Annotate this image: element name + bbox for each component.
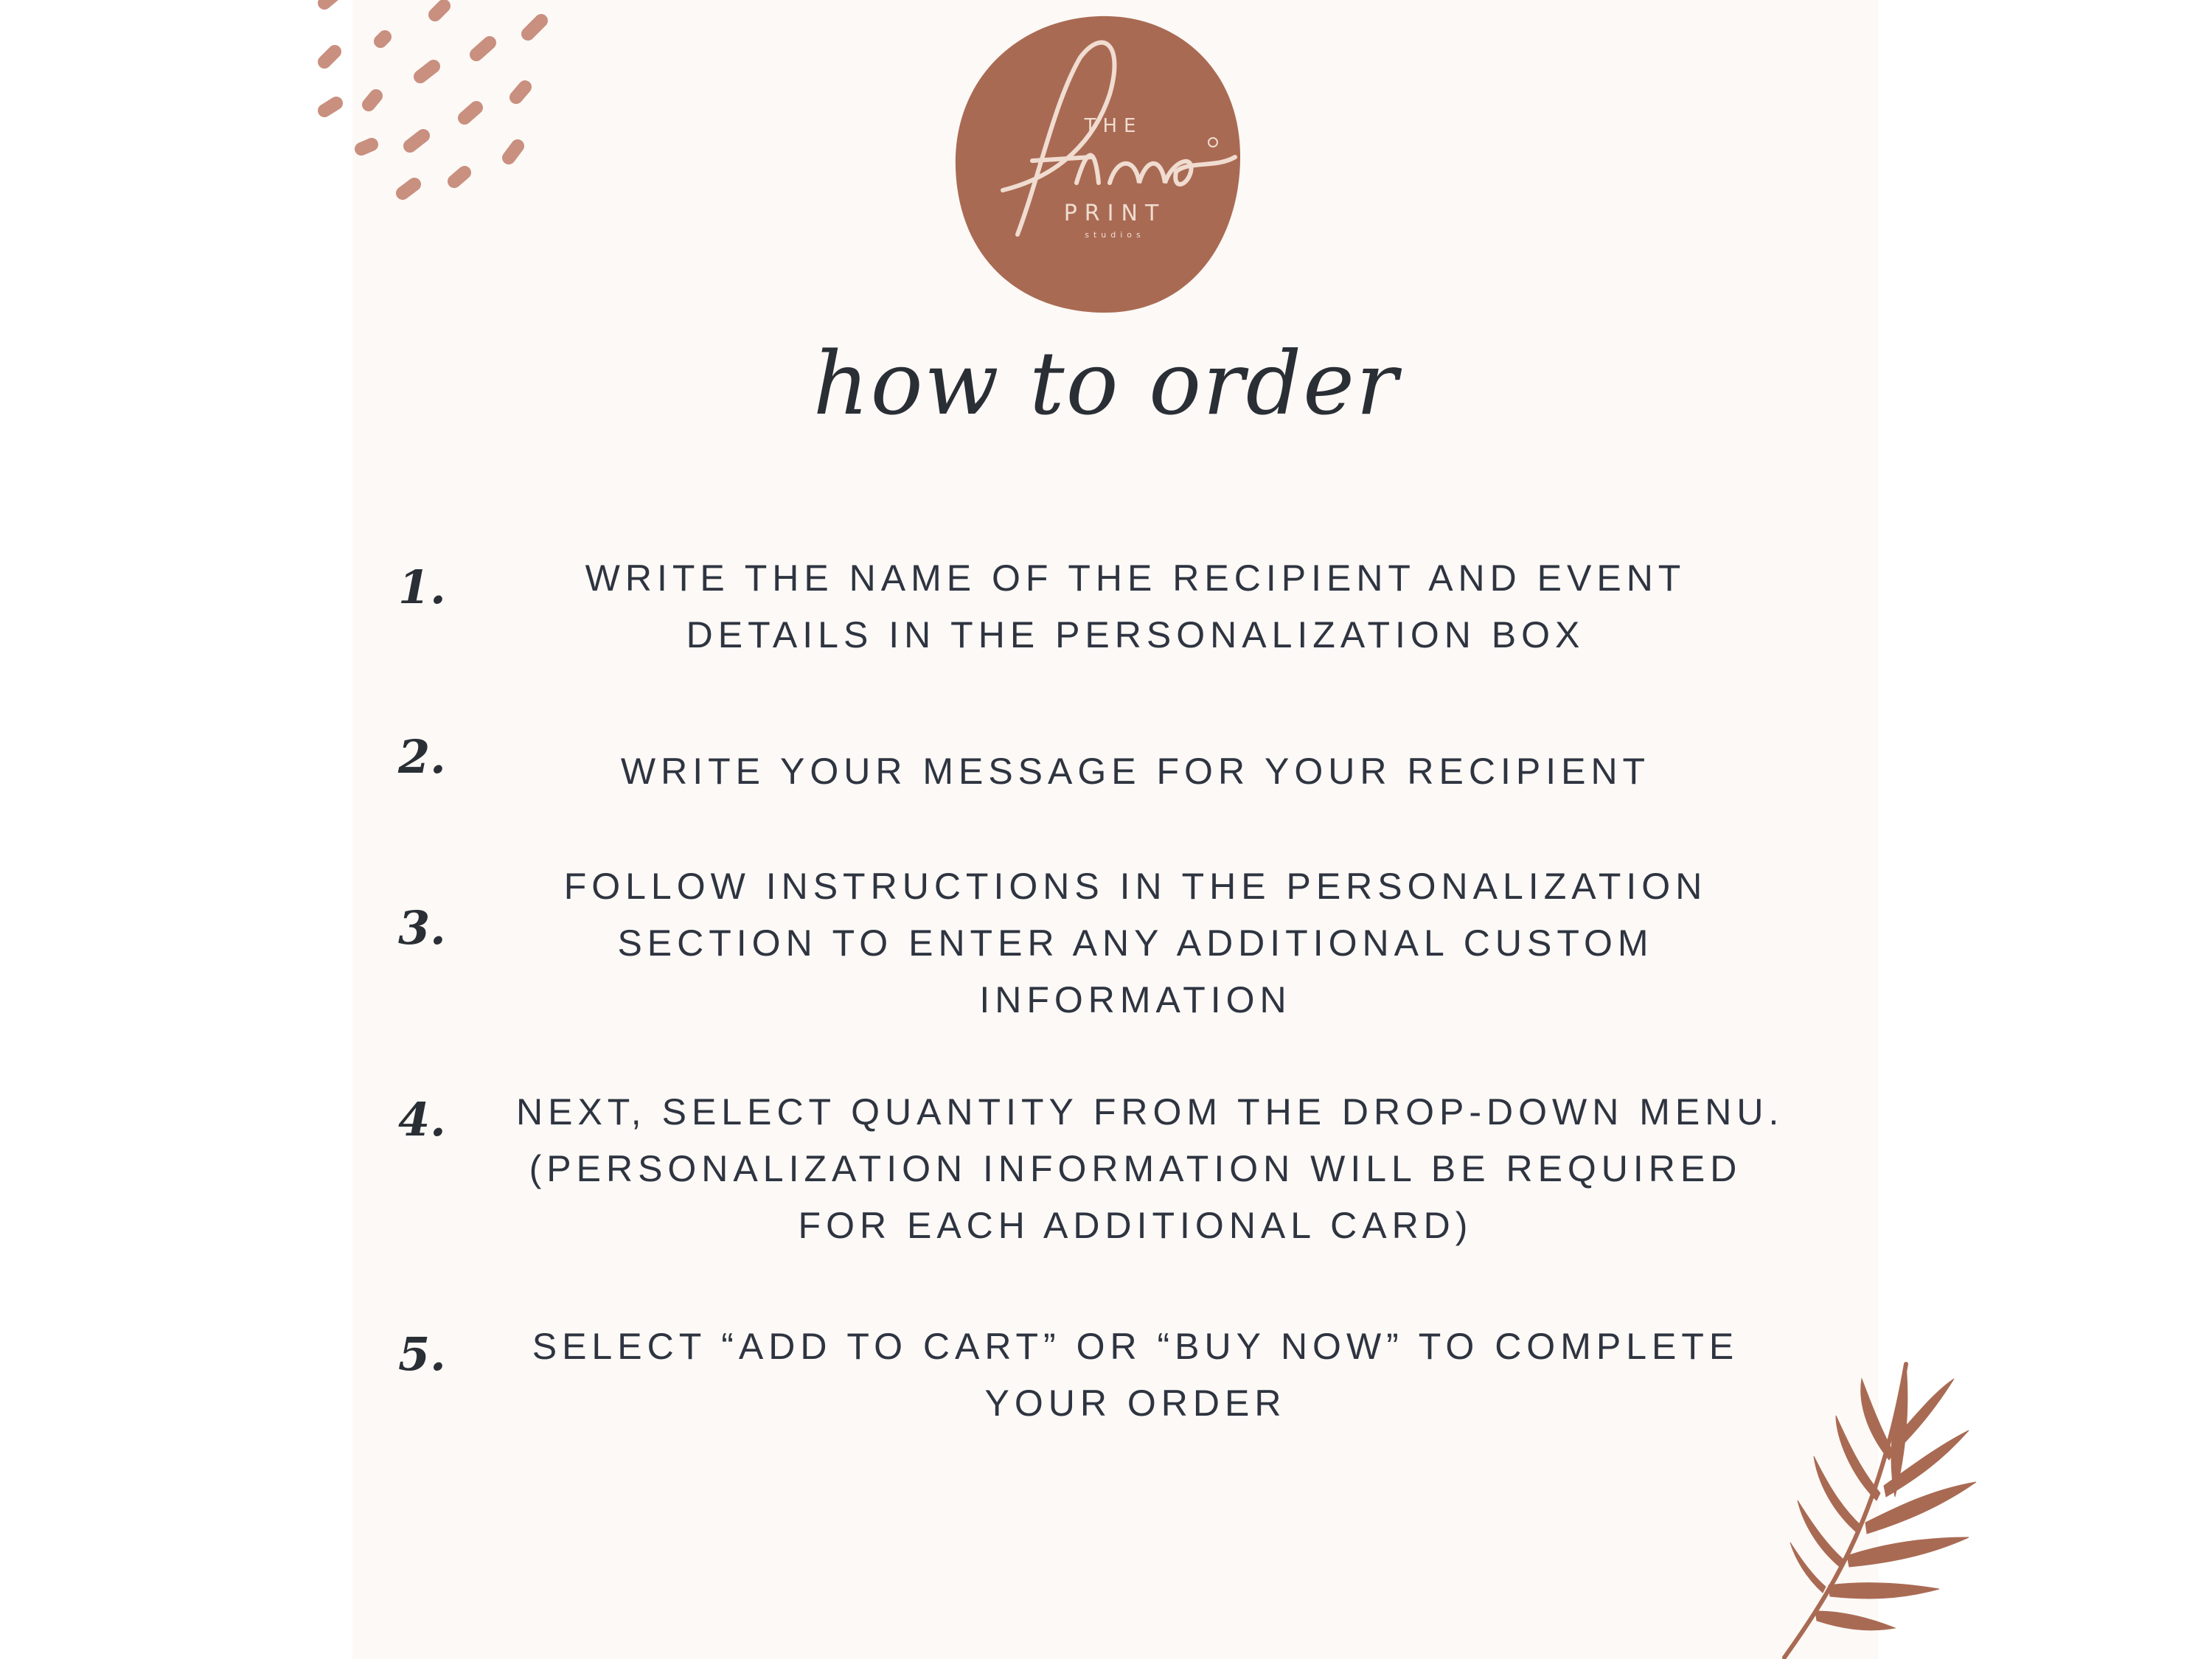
step-line: NEXT, SELECT QUANTITY FROM THE DROP-DOWN MENU. xyxy=(516,1091,1784,1133)
step-number: 4. xyxy=(398,1093,446,1147)
step-number: 1. xyxy=(398,560,446,614)
step-number: 3. xyxy=(398,901,446,955)
step-text xyxy=(516,743,1755,800)
step-text xyxy=(516,858,1755,1029)
brand-word-studios: studios xyxy=(1085,230,1145,240)
step-line: DETAILS IN THE PERSONALIZATION BOX xyxy=(686,614,1585,655)
brand-logo xyxy=(951,13,1246,316)
step-text xyxy=(516,1084,1784,1254)
brand-word-print: PRINT xyxy=(1063,201,1166,226)
step-line: WRITE THE NAME OF THE RECIPIENT AND EVENT xyxy=(585,557,1686,599)
step-line: YOUR ORDER xyxy=(984,1382,1287,1424)
step-number: 5. xyxy=(398,1327,446,1381)
palm-leaf-icon xyxy=(1755,1349,1991,1659)
step-line: INFORMATION xyxy=(979,979,1292,1020)
step-line: WRITE YOUR MESSAGE FOR YOUR RECIPIENT xyxy=(620,751,1651,792)
step-line: FOLLOW INSTRUCTIONS IN THE PERSONALIZATION xyxy=(563,866,1708,907)
brand-word-the: THE xyxy=(1084,115,1143,137)
step-line: SELECT “ADD TO CART” OR “BUY NOW” TO COMPLETE xyxy=(532,1326,1739,1367)
step-number: 2. xyxy=(398,730,446,784)
step-text xyxy=(516,1318,1755,1432)
step-line: (PERSONALIZATION INFORMATION WILL BE REQUIRED xyxy=(529,1148,1742,1189)
step-line: SECTION TO ENTER ANY ADDITIONAL CUSTOM xyxy=(617,922,1654,964)
step-line: FOR EACH ADDITIONAL CARD) xyxy=(798,1205,1473,1246)
step-text xyxy=(516,550,1755,664)
page-title: how to order xyxy=(813,333,1399,434)
decorative-dots xyxy=(0,0,590,221)
